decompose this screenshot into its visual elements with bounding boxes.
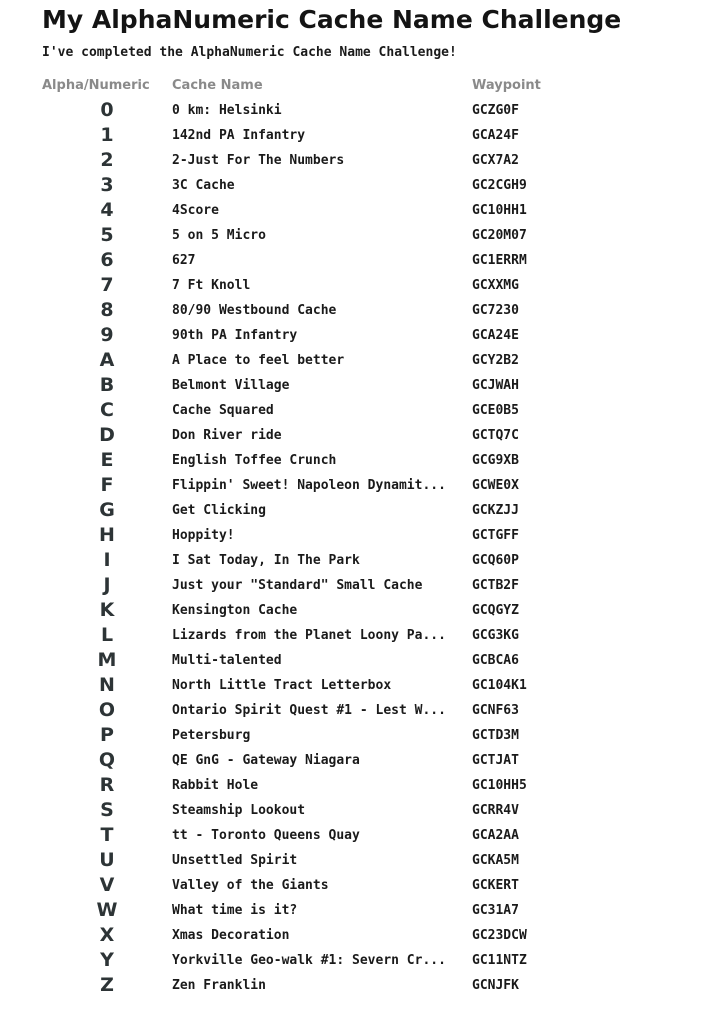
cache-name: Rabbit Hole: [172, 778, 259, 793]
table-row: [42, 773, 592, 798]
waypoint-code: GC104K1: [472, 678, 527, 693]
table-row: [42, 823, 592, 848]
alpha-numeric-character: 6: [100, 249, 114, 271]
cache-name: Hoppity!: [172, 528, 235, 543]
alpha-numeric-character: X: [99, 924, 115, 946]
table-row: [42, 598, 592, 623]
table-row: [42, 673, 592, 698]
header-alpha-numeric: Alpha/Numeric: [42, 78, 150, 93]
cache-name: 80/90 Westbound Cache: [172, 303, 337, 318]
cache-name: 4Score: [172, 203, 219, 218]
header-cache-name: Cache Name: [172, 78, 263, 93]
alpha-numeric-character: 8: [100, 299, 114, 321]
waypoint-code: GCTJAT: [472, 753, 519, 768]
waypoint-code: GCTB2F: [472, 578, 519, 593]
waypoint-code: GC7230: [472, 303, 519, 318]
alpha-numeric-character: O: [98, 699, 116, 721]
alpha-numeric-character: V: [99, 874, 115, 896]
table-row: [42, 348, 592, 373]
alpha-numeric-character: W: [96, 899, 118, 921]
table-row: [42, 973, 592, 998]
cache-name: Valley of the Giants: [172, 878, 329, 893]
cache-name: QE GnG - Gateway Niagara: [172, 753, 360, 768]
completion-message: I've completed the AlphaNumeric Cache Name Challenge!: [42, 45, 457, 60]
alpha-numeric-character: L: [100, 624, 114, 646]
alpha-numeric-character: 9: [100, 324, 114, 346]
waypoint-code: GCTD3M: [472, 728, 519, 743]
table-body: [42, 98, 592, 998]
table-row: [42, 373, 592, 398]
header-waypoint: Waypoint: [472, 78, 541, 93]
cache-name: 3C Cache: [172, 178, 235, 193]
waypoint-code: GCXXMG: [472, 278, 519, 293]
table-row: [42, 448, 592, 473]
table-row: [42, 123, 592, 148]
table-row: [42, 948, 592, 973]
cache-name: Yorkville Geo-walk #1: Severn Cr...: [172, 953, 446, 968]
waypoint-code: GCE0B5: [472, 403, 519, 418]
waypoint-code: GCRR4V: [472, 803, 519, 818]
cache-name: 627: [172, 253, 196, 268]
waypoint-code: GCQGYZ: [472, 603, 519, 618]
table-row: [42, 323, 592, 348]
cache-name: Zen Franklin: [172, 978, 266, 993]
waypoint-code: GCTGFF: [472, 528, 519, 543]
page-title: My AlphaNumeric Cache Name Challenge: [42, 5, 622, 34]
waypoint-code: GC31A7: [472, 903, 519, 918]
alpha-numeric-character: T: [100, 824, 114, 846]
cache-name: A Place to feel better: [172, 353, 345, 368]
alpha-numeric-character: U: [99, 849, 115, 871]
cache-name: North Little Tract Letterbox: [172, 678, 392, 693]
table-row: [42, 573, 592, 598]
table-header: [42, 73, 592, 98]
waypoint-code: GCQ60P: [472, 553, 519, 568]
alpha-numeric-character: I: [103, 549, 111, 571]
cache-name: Unsettled Spirit: [172, 853, 298, 868]
cache-name: Don River ride: [172, 428, 282, 443]
waypoint-code: GCG3KG: [472, 628, 519, 643]
cache-name: 2-Just For The Numbers: [172, 153, 345, 168]
table-row: [42, 548, 592, 573]
cache-name: Belmont Village: [172, 378, 290, 393]
header-row: [42, 73, 592, 98]
table-row: [42, 748, 592, 773]
alpha-numeric-character: Y: [100, 949, 114, 971]
alpha-numeric-character: 5: [100, 224, 114, 246]
waypoint-code: GCZG0F: [472, 103, 519, 118]
alpha-numeric-character: 3: [100, 174, 114, 196]
cache-name: Steamship Lookout: [172, 803, 306, 818]
table-row: [42, 723, 592, 748]
table-row: [42, 198, 592, 223]
alpha-numeric-character: K: [99, 599, 115, 621]
waypoint-code: GCA2AA: [472, 828, 519, 843]
cache-name: 5 on 5 Micro: [172, 228, 266, 243]
table-row: [42, 148, 592, 173]
waypoint-code: GCWE0X: [472, 478, 519, 493]
cache-name: 90th PA Infantry: [172, 328, 298, 343]
waypoint-code: GCJWAH: [472, 378, 519, 393]
alpha-numeric-character: R: [99, 774, 115, 796]
cache-name: Lizards from the Planet Loony Pa...: [172, 628, 446, 643]
table-row: [42, 923, 592, 948]
waypoint-code: GCBCA6: [472, 653, 519, 668]
table-row: [42, 798, 592, 823]
alpha-numeric-character: A: [99, 349, 115, 371]
cache-name: Cache Squared: [172, 403, 274, 418]
cache-table: [42, 73, 592, 998]
alpha-numeric-character: E: [100, 449, 114, 471]
alpha-numeric-character: Z: [100, 974, 114, 996]
waypoint-code: GC10HH1: [472, 203, 527, 218]
table-row: [42, 698, 592, 723]
waypoint-code: GCKZJJ: [472, 503, 519, 518]
table-row: [42, 273, 592, 298]
alpha-numeric-character: 0: [100, 99, 114, 121]
cache-name: Xmas Decoration: [172, 928, 290, 943]
cache-name: 7 Ft Knoll: [172, 278, 251, 293]
cache-name: tt - Toronto Queens Quay: [172, 828, 360, 843]
alpha-numeric-character: B: [99, 374, 115, 396]
alpha-numeric-character: 2: [100, 149, 114, 171]
waypoint-code: GCA24E: [472, 328, 519, 343]
cache-name: 142nd PA Infantry: [172, 128, 306, 143]
waypoint-code: GCTQ7C: [472, 428, 519, 443]
waypoint-code: GCKERT: [472, 878, 519, 893]
waypoint-code: GCNJFK: [472, 978, 519, 993]
cache-name: 0 km: Helsinki: [172, 103, 282, 118]
alpha-numeric-character: D: [99, 424, 115, 446]
cache-name: What time is it?: [172, 903, 298, 918]
waypoint-code: GCY2B2: [472, 353, 519, 368]
alpha-numeric-character: N: [99, 674, 115, 696]
table-row: [42, 98, 592, 123]
table-row: [42, 398, 592, 423]
waypoint-code: GCX7A2: [472, 153, 519, 168]
table-row: [42, 873, 592, 898]
cache-name: Petersburg: [172, 728, 251, 743]
waypoint-code: GCA24F: [472, 128, 519, 143]
waypoint-code: GCKA5M: [472, 853, 519, 868]
alpha-numeric-character: P: [100, 724, 114, 746]
table-row: [42, 298, 592, 323]
alpha-numeric-character: M: [97, 649, 117, 671]
alpha-numeric-character: 1: [100, 124, 114, 146]
table-row: [42, 173, 592, 198]
cache-name: Ontario Spirit Quest #1 - Lest W...: [172, 703, 446, 718]
waypoint-code: GC2CGH9: [472, 178, 527, 193]
cache-name: Flippin' Sweet! Napoleon Dynamit...: [172, 478, 446, 493]
alpha-numeric-character: F: [100, 474, 114, 496]
table-row: [42, 423, 592, 448]
waypoint-code: GCNF63: [472, 703, 519, 718]
alpha-numeric-character: H: [99, 524, 115, 546]
cache-name: I Sat Today, In The Park: [172, 553, 360, 568]
alpha-numeric-character: Q: [98, 749, 116, 771]
cache-name: English Toffee Crunch: [172, 453, 337, 468]
alpha-numeric-character: G: [99, 499, 115, 521]
table-row: [42, 523, 592, 548]
alpha-numeric-character: 7: [100, 274, 114, 296]
alpha-numeric-character: C: [100, 399, 114, 421]
table-row: [42, 248, 592, 273]
alpha-numeric-character: 4: [100, 199, 114, 221]
alpha-numeric-character: S: [100, 799, 114, 821]
table-row: [42, 898, 592, 923]
waypoint-code: GC1ERRM: [472, 253, 527, 268]
table-row: [42, 223, 592, 248]
waypoint-code: GCG9XB: [472, 453, 519, 468]
waypoint-code: GC10HH5: [472, 778, 527, 793]
waypoint-code: GC11NTZ: [472, 953, 527, 968]
waypoint-code: GC23DCW: [472, 928, 527, 943]
cache-name: Just your "Standard" Small Cache: [172, 578, 423, 593]
table-row: [42, 623, 592, 648]
cache-name: Multi-talented: [172, 653, 282, 668]
alpha-numeric-character: J: [103, 574, 111, 596]
cache-name: Kensington Cache: [172, 603, 298, 618]
table-row: [42, 473, 592, 498]
table-row: [42, 498, 592, 523]
table-row: [42, 648, 592, 673]
cache-name: Get Clicking: [172, 503, 266, 518]
table-row: [42, 848, 592, 873]
waypoint-code: GC20M07: [472, 228, 527, 243]
